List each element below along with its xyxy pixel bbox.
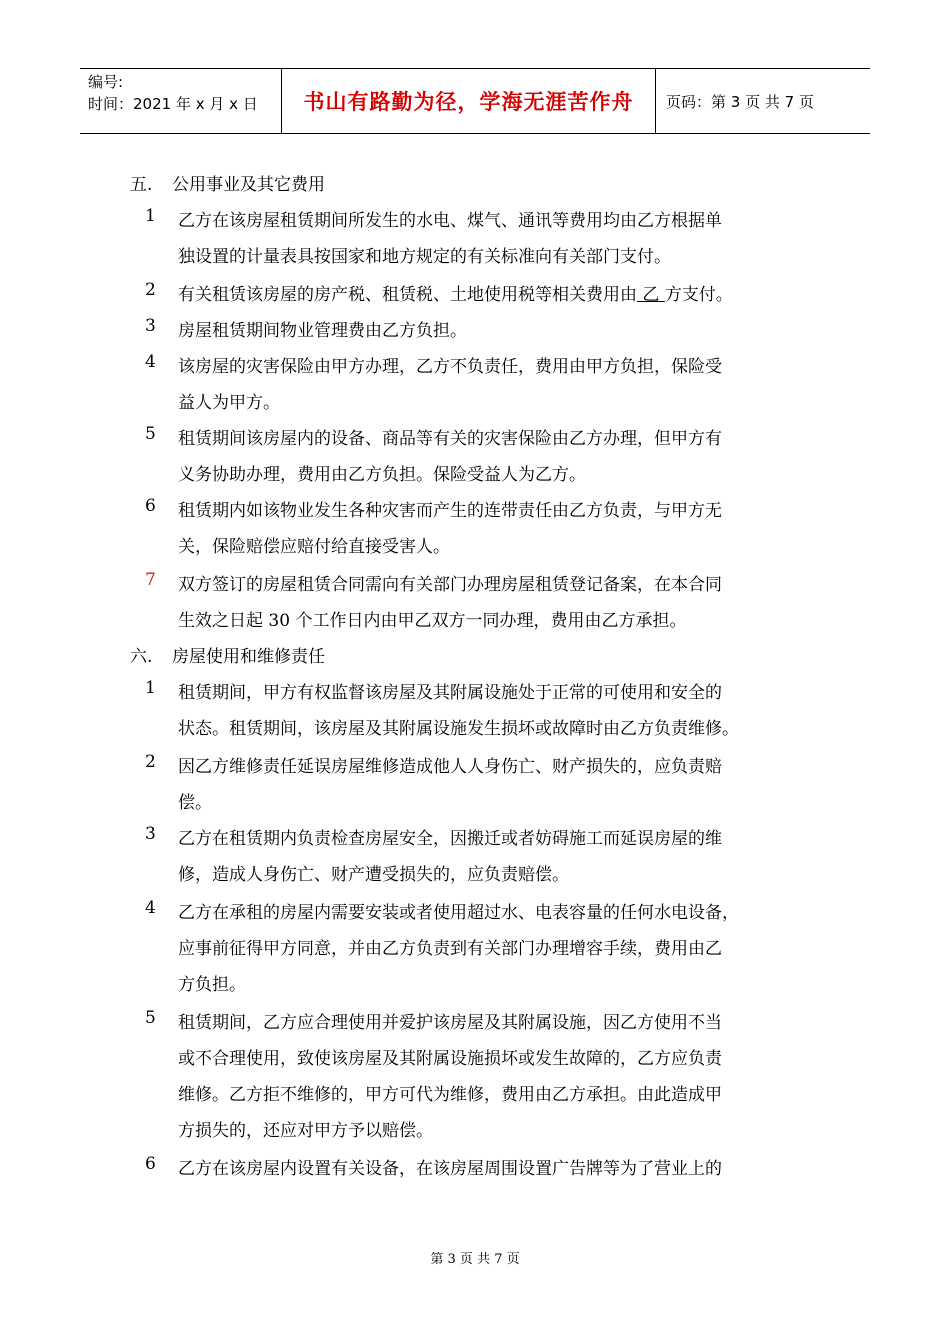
clause-line: 乙方在该房屋租赁期间所发生的水电、煤气、通讯等费用均由乙方根据单 bbox=[178, 211, 722, 231]
clause-number: 3 bbox=[145, 824, 156, 844]
header-meta bbox=[80, 69, 282, 133]
page-footer: 第 3 页 共 7 页 bbox=[430, 1252, 520, 1267]
clause-number: 6 bbox=[145, 496, 156, 516]
clause-line: 乙方在租赁期内负责检查房屋安全，因搬迁或者妨碍施工而延误房屋的维 bbox=[178, 829, 722, 849]
section-title: 房屋使用和维修责任 bbox=[172, 647, 325, 667]
clause-number: 2 bbox=[145, 280, 156, 300]
page-header bbox=[80, 68, 870, 134]
clause-number: 5 bbox=[145, 1008, 156, 1028]
clause-number: 1 bbox=[145, 206, 156, 226]
clause-line: 因乙方维修责任延误房屋维修造成他人人身伤亡、财产损失的，应负责赔 bbox=[178, 757, 722, 777]
clause-line bbox=[178, 280, 733, 305]
clause-line: 生效之日起 30 个工作日内由甲乙双方一同办理，费用由乙方承担。 bbox=[178, 611, 687, 631]
section-five-heading bbox=[130, 170, 325, 195]
clause-line: 关，保险赔偿应赔付给直接受害人。 bbox=[178, 537, 450, 557]
clause-line: 该房屋的灾害保险由甲方办理，乙方不负责任，费用由甲方负担，保险受 bbox=[178, 357, 722, 377]
clause-blank-party: 乙 bbox=[637, 285, 665, 305]
clause-line: 益人为甲方。 bbox=[178, 393, 280, 413]
clause-number: 7 bbox=[145, 570, 156, 590]
clause-line: 独设置的计量表具按国家和地方规定的有关标准向有关部门支付。 bbox=[178, 247, 671, 267]
section-number: 五. bbox=[130, 175, 153, 195]
clause-number: 5 bbox=[145, 424, 156, 444]
clause-number: 2 bbox=[145, 752, 156, 772]
clause-line: 乙方在该房屋内设置有关设备，在该房屋周围设置广告牌等为了营业上的 bbox=[178, 1159, 722, 1179]
clause-line: 租赁期间，甲方有权监督该房屋及其附属设施处于正常的可使用和安全的 bbox=[178, 683, 722, 703]
clause-line: 租赁期内如该物业发生各种灾害而产生的连带责任由乙方负责，与甲方无 bbox=[178, 501, 722, 521]
clause-text-post: 方支付。 bbox=[664, 285, 733, 305]
clause-number: 6 bbox=[145, 1154, 156, 1174]
clause-number: 4 bbox=[145, 898, 156, 918]
clause-number: 3 bbox=[145, 316, 156, 336]
serial-label: 编号: bbox=[88, 73, 124, 91]
clause-line: 方损失的，还应对甲方予以赔偿。 bbox=[178, 1121, 433, 1141]
clause-number: 1 bbox=[145, 678, 156, 698]
clause-line: 房屋租赁期间物业管理费由乙方负担。 bbox=[178, 321, 467, 341]
clause-line: 租赁期间该房屋内的设备、商品等有关的灾害保险由乙方办理，但甲方有 bbox=[178, 429, 722, 449]
clause-line: 应事前征得甲方同意，并由乙方负责到有关部门办理增容手续，费用由乙 bbox=[178, 939, 722, 959]
section-six-heading bbox=[130, 642, 325, 667]
clause-line: 或不合理使用，致使该房屋及其附属设施损坏或发生故障的，乙方应负责 bbox=[178, 1049, 722, 1069]
header-page-info: 页码：第 3 页 共 7 页 bbox=[666, 92, 814, 111]
section-number: 六. bbox=[130, 647, 153, 667]
header-motto: 书山有路勤为径，学海无涯苦作舟 bbox=[282, 69, 656, 133]
time-label: 时间：2021 年 x 月 x 日 bbox=[88, 95, 258, 113]
clause-line: 修，造成人身伤亡、财产遭受损失的，应负责赔偿。 bbox=[178, 865, 569, 885]
clause-line: 状态。租赁期间，该房屋及其附属设施发生损坏或故障时由乙方负责维修。 bbox=[178, 719, 739, 739]
clause-line: 方负担。 bbox=[178, 975, 246, 995]
clause-line: 乙方在承租的房屋内需要安装或者使用超过水、电表容量的任何水电设备， bbox=[178, 903, 739, 923]
clause-line: 租赁期间，乙方应合理使用并爱护该房屋及其附属设施，因乙方使用不当 bbox=[178, 1013, 722, 1033]
section-title: 公用事业及其它费用 bbox=[172, 175, 325, 195]
clause-number: 4 bbox=[145, 352, 156, 372]
clause-text-pre: 有关租赁该房屋的房产税、租赁税、土地使用税等相关费用由 bbox=[178, 285, 637, 305]
clause-line: 维修。乙方拒不维修的，甲方可代为维修，费用由乙方承担。由此造成甲 bbox=[178, 1085, 722, 1105]
clause-line: 双方签订的房屋租赁合同需向有关部门办理房屋租赁登记备案，在本合同 bbox=[178, 575, 722, 595]
clause-line: 偿。 bbox=[178, 793, 212, 813]
clause-line: 义务协助办理，费用由乙方负担。保险受益人为乙方。 bbox=[178, 465, 586, 485]
